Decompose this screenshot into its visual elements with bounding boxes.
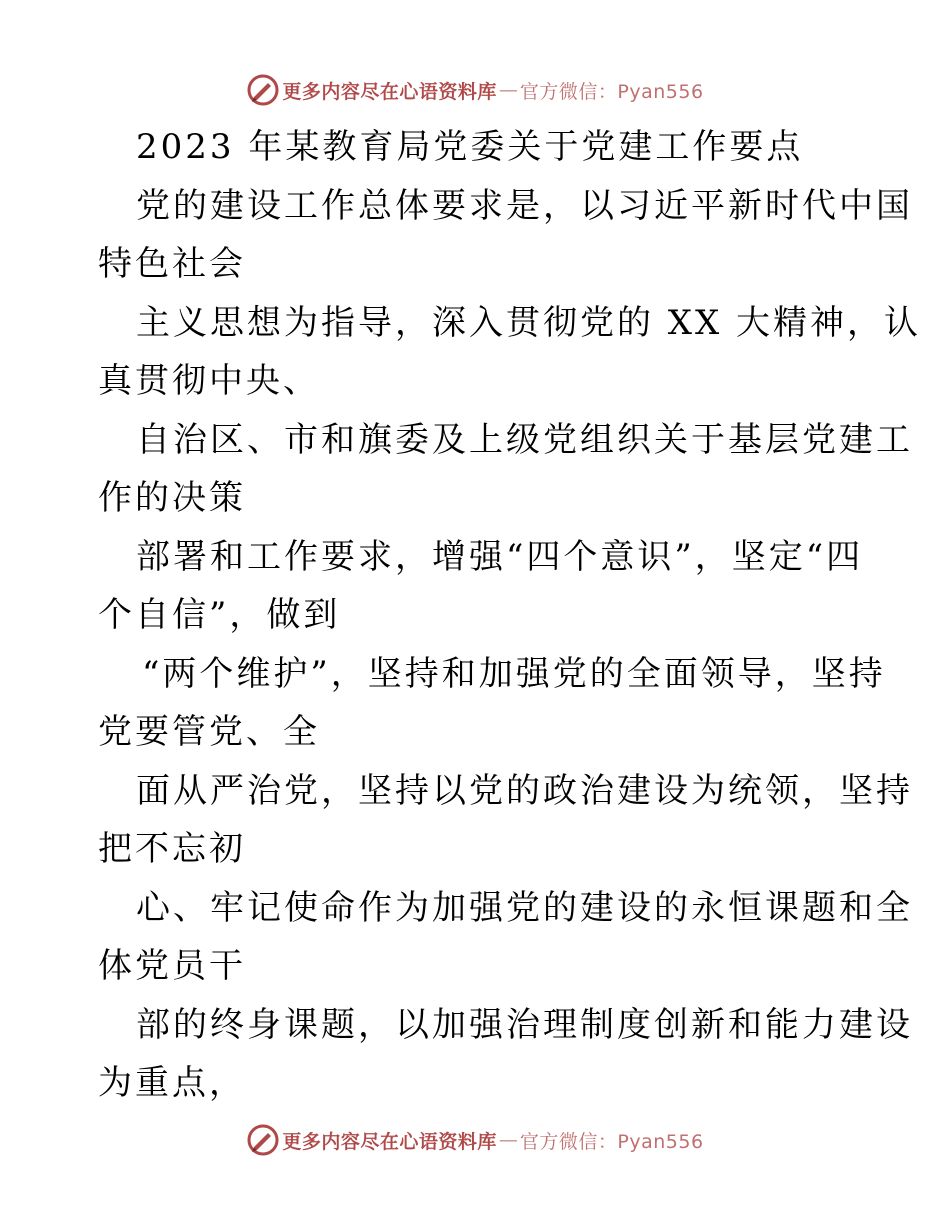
text-line: 党的建设工作总体要求是，以习近平新时代中国 (136, 185, 913, 226)
pen-logo-icon (246, 73, 280, 107)
document-title: 2023 年某教育局党委关于党建工作要点 (136, 127, 804, 167)
text-line: 把不忘初 (98, 829, 246, 869)
text-line: 党要管党、全 (98, 712, 320, 752)
watermark-contact: 官方微信：Pyan556 (519, 80, 704, 103)
text-line: 部署和工作要求，增强“四个意识”，坚定“四 (136, 536, 864, 577)
watermark-text: 更多内容尽在心语资料库 (282, 80, 497, 103)
text-line: 自治区、市和旗委及上级党组织关于基层党建工 (136, 419, 913, 460)
text-line: “两个维护”，坚持和加强党的全面领导，坚持 (142, 653, 886, 694)
document-body (98, 118, 922, 1113)
watermark-separator: — (498, 1129, 518, 1151)
watermark-text: 更多内容尽在心语资料库 (282, 1130, 497, 1153)
text-line: 作的决策 (98, 478, 246, 518)
text-line: 个自信”，做到 (98, 595, 341, 635)
text-line: 体党员干 (98, 946, 246, 986)
header-watermark (0, 72, 950, 108)
text-line: 真贯彻中央、 (98, 361, 320, 401)
watermark-contact: 官方微信：Pyan556 (519, 1130, 704, 1153)
text-line: 主义思想为指导，深入贯彻党的 XX 大精神，认 (136, 302, 922, 343)
pen-logo-icon (246, 1123, 280, 1157)
text-line: 部的终身课题，以加强治理制度创新和能力建设 (136, 1004, 913, 1045)
footer-watermark (0, 1122, 950, 1158)
text-line: 心、牢记使命作为加强党的建设的永恒课题和全 (136, 887, 913, 928)
text-line: 面从严治党，坚持以党的政治建设为统领，坚持 (136, 770, 913, 811)
text-line: 为重点， (98, 1063, 246, 1103)
text-line: 特色社会 (98, 244, 246, 284)
watermark-separator: — (498, 79, 518, 101)
